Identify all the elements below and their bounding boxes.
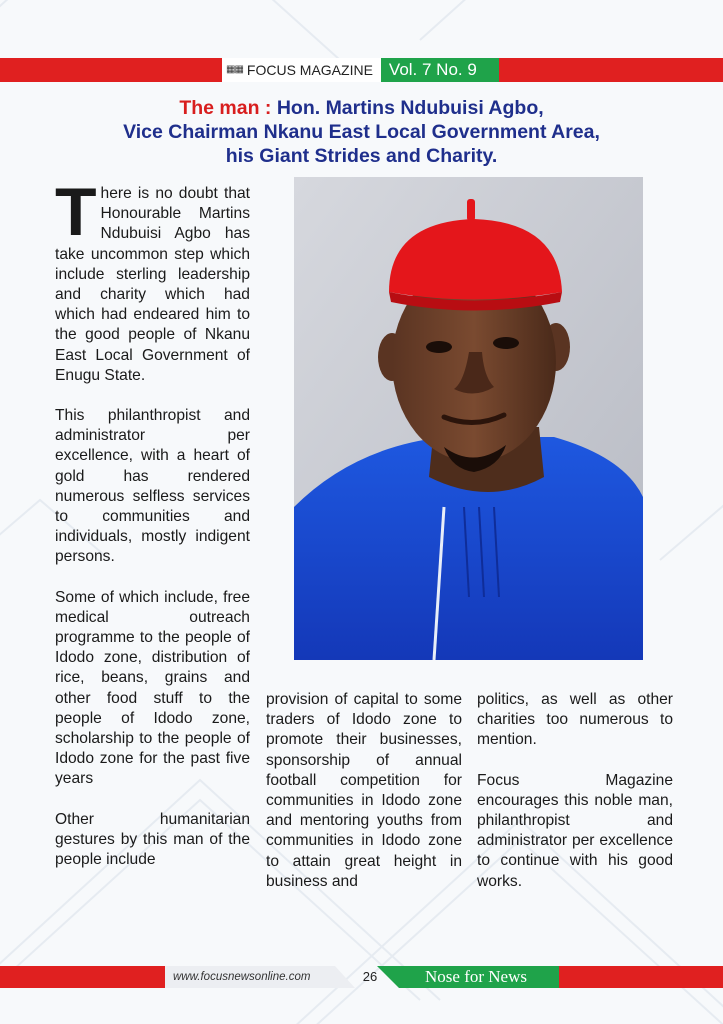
article-column-3 bbox=[477, 690, 673, 892]
page-number: 26 bbox=[362, 969, 378, 984]
article-paragraph-5: provision of capital to some traders of Idodo zone to promote their businesses, sponsorship of annual football competition for communities in Idodo zone and mentoring youths from communities in Idodo zone to attain great height in business and bbox=[266, 691, 462, 890]
magazine-masthead bbox=[222, 58, 499, 82]
headline-line1: Hon. Martins Ndubuisi Agbo, bbox=[276, 97, 544, 119]
article-paragraph-1-text: here is no doubt that Honourable Martins Ndubuisi Agbo has take uncommon step which include sterling leadership and charity which had which had endeared him to the good people of Nkanu East Local Government of Enugu State. bbox=[55, 185, 250, 384]
footer-tagline-box bbox=[377, 966, 559, 988]
magazine-name-box bbox=[222, 58, 379, 82]
portrait-photo bbox=[294, 177, 643, 660]
drop-cap: T bbox=[55, 174, 97, 250]
focus-logo-icon: ▦▦ bbox=[226, 64, 243, 75]
headline-line2: Vice Chairman Nkanu East Local Government Area, bbox=[123, 121, 600, 143]
article-paragraph-4: Other humanitarian gestures by this man of the people include bbox=[55, 810, 250, 869]
article-column-2 bbox=[266, 690, 462, 892]
headline-prefix: The man : bbox=[179, 97, 272, 119]
magazine-name: FOCUS MAGAZINE bbox=[246, 62, 373, 78]
article-paragraph-1 bbox=[55, 174, 250, 386]
footer-bar-right bbox=[559, 966, 723, 988]
article-paragraph-6: politics, as well as other charities too numerous to mention. bbox=[477, 691, 673, 749]
article-paragraph-2: This philanthropist and administrator per excellence, with a heart of gold has rendered numerous selfless services to communities and individuals, mostly indigent persons. bbox=[55, 407, 250, 566]
footer-url-box bbox=[165, 966, 355, 988]
footer-website-link[interactable]: www.focusnewsonline.com bbox=[173, 971, 311, 983]
article-paragraph-3: Some of which include, free medical outreach programme to the people of Idodo zone, distribution of rice, beans, grains and other food stuff to the people of Idodo zone, scholarship to the people of Idodo zone for the past five years bbox=[55, 588, 250, 788]
footer-tagline: Nose for News bbox=[425, 967, 527, 986]
footer-bar-left bbox=[0, 966, 165, 988]
headline-line3: his Giant Strides and Charity. bbox=[225, 145, 498, 167]
article-column-1 bbox=[55, 174, 250, 870]
headline bbox=[0, 96, 723, 168]
volume-label: Vol. 7 No. 9 bbox=[379, 58, 499, 82]
article-paragraph-7: Focus Magazine encourages this noble man, philanthropist and administrator per excellence to continue with his good works. bbox=[477, 771, 673, 890]
